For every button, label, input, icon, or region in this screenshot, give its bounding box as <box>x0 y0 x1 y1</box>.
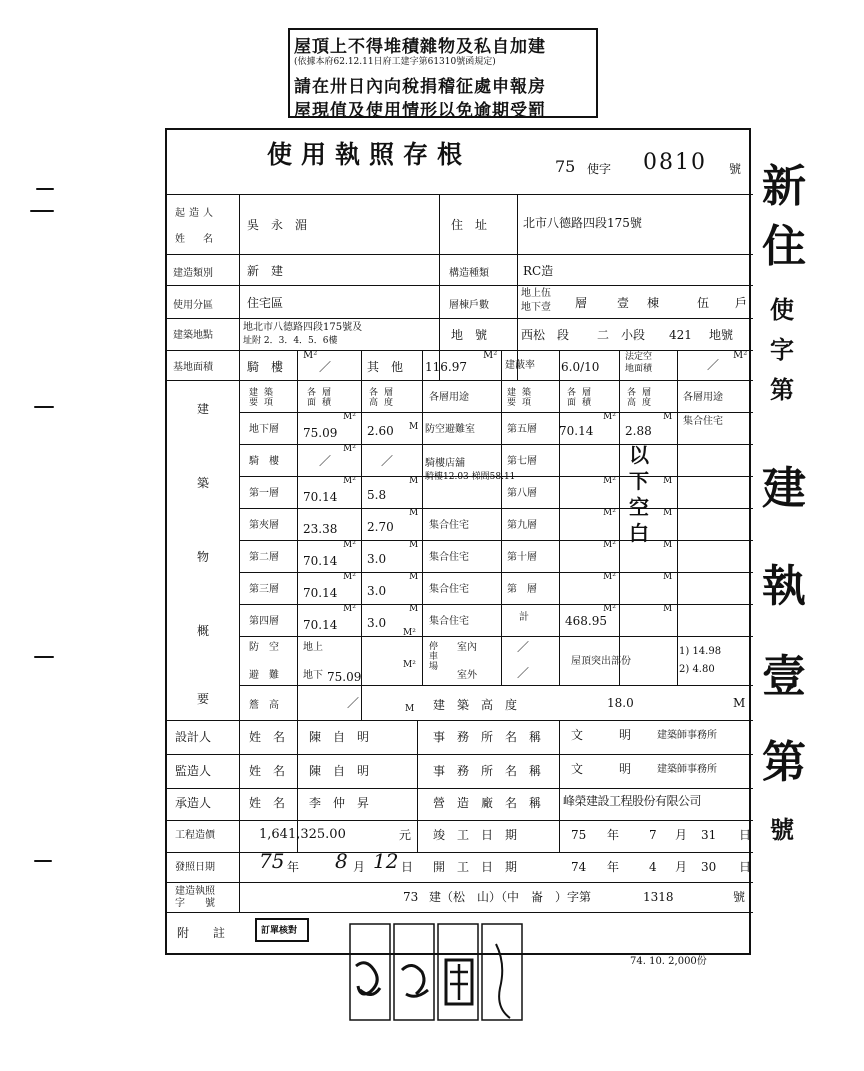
margin-char: 新 <box>762 161 806 212</box>
notice-line-2: (依據本府62.12.11日府工建字第61310號函規定) <box>294 57 496 67</box>
floor-item-right: 第七層 <box>507 456 537 467</box>
floors-above: 地上伍 <box>521 288 551 299</box>
floor-area: ／ <box>319 454 332 468</box>
structure-label: 構造種類 <box>449 268 489 279</box>
floor-item: 地下層 <box>249 424 279 435</box>
m2-unit: M² <box>603 412 616 422</box>
eave-slash: ／ <box>347 696 360 710</box>
floor-height: 5.8 <box>367 488 387 502</box>
m2-unit: M² <box>603 540 616 550</box>
floors-wu: 伍 <box>697 296 710 310</box>
margin-char: 住 <box>762 221 806 272</box>
section-char: 概 <box>197 624 210 638</box>
margin-mark <box>30 210 54 212</box>
applicant-label: 起造人 <box>175 208 217 219</box>
permit-label-1: 建造執照 <box>175 886 215 897</box>
permit-number-value: 1318 <box>643 890 674 904</box>
floors-dong: 棟 <box>647 296 660 310</box>
notice-line-1: 屋頂上不得堆積雜物及私自加建 <box>294 37 546 57</box>
open-label-2: 地面積 <box>625 364 653 374</box>
parking-indoor: 室內 <box>457 642 477 653</box>
open-label-1: 法定空 <box>625 352 653 362</box>
designer-office: 文 明 <box>571 728 632 742</box>
eave-unit: M <box>405 704 415 714</box>
designer-office-label: 事 務 所 名 稱 <box>433 730 542 744</box>
m2-unit: M² <box>343 572 356 582</box>
m-unit: M <box>663 508 673 518</box>
designer-office-suffix: 建築師事務所 <box>657 730 717 741</box>
start-d: 日 <box>739 860 752 874</box>
check-stamp-text: 訂單核對 <box>261 926 298 936</box>
arcade-label: 騎 樓 <box>247 360 284 374</box>
supervisor-role: 監造人 <box>175 764 212 778</box>
designer-name-label: 姓 名 <box>249 730 286 744</box>
signature-seals <box>346 920 546 1028</box>
floor-area-right: 70.14 <box>559 424 594 438</box>
floor-area: 70.14 <box>303 586 338 600</box>
parking-outdoor-slash: ／ <box>517 666 530 680</box>
site-value-1: 地北市八德路四段175號及 <box>243 322 363 333</box>
supervisor-office: 文 明 <box>571 762 632 776</box>
m-unit: M <box>663 604 673 614</box>
start-day: 30 <box>701 860 717 874</box>
applicant-name: 吳 永 湄 <box>247 218 308 232</box>
floor-use: 集合住宅 <box>429 584 469 595</box>
shelter-unit: M² <box>403 660 416 670</box>
cost-label: 工程造價 <box>175 830 215 841</box>
floors-ceng: 層 <box>575 296 588 310</box>
hdr-height: 各層高度 <box>369 388 400 408</box>
lot-small: 二 小段 <box>597 328 646 342</box>
parking-label: 停車場 <box>429 642 439 672</box>
start-y: 年 <box>607 860 620 874</box>
roof-label: 屋頂突出部份 <box>571 656 631 667</box>
m2-unit: M² <box>603 572 616 582</box>
floors-hu: 戶 <box>735 296 748 310</box>
floor-item: 第四層 <box>249 616 279 627</box>
shelter-above-label: 地上 <box>303 642 323 653</box>
notice-box <box>288 28 598 121</box>
roof-value-1: 1) 14.98 <box>679 646 722 657</box>
complete-year: 75 <box>571 828 587 842</box>
issue-day: 12 <box>373 849 399 873</box>
site-label: 建築地點 <box>173 330 213 341</box>
contractor-role: 承造人 <box>175 796 212 810</box>
check-stamp <box>255 918 309 942</box>
roof-value-2: 2) 4.80 <box>679 664 715 675</box>
floor-height-right: 2.88 <box>625 424 652 438</box>
other-value: 116.97 <box>425 360 467 374</box>
parking-indoor-slash: ／ <box>517 640 530 654</box>
complete-d: 日 <box>739 828 752 842</box>
eave-label: 簷 高 <box>249 700 279 711</box>
floor-item: 第夾層 <box>249 520 279 531</box>
start-label: 開 工 日 期 <box>433 860 518 874</box>
start-year: 74 <box>571 860 587 874</box>
supervisor-name: 陳 自 明 <box>309 764 370 778</box>
building-height-unit: M <box>733 696 746 710</box>
hdr-item: 建築要項 <box>249 388 280 408</box>
open-unit: M² <box>733 350 748 361</box>
zone-label: 使用分區 <box>173 300 213 311</box>
permit-form <box>165 128 751 955</box>
cost-value: 1,641,325.00 <box>259 827 346 842</box>
supervisor-office-suffix: 建築師事務所 <box>657 764 717 775</box>
address-value: 北市八德路四段175號 <box>523 216 642 230</box>
permit-year-value: 73 <box>403 890 419 904</box>
site-value-2: 址附 2．3．4．5．6樓 <box>243 336 338 346</box>
floor-height: 2.60 <box>367 424 394 438</box>
floor-use: 集合住宅 <box>429 520 469 531</box>
lot-label: 地 號 <box>451 328 488 342</box>
coverage-value: 6.0/10 <box>561 360 600 374</box>
print-note: 74. 10. 2,000份 <box>630 956 707 967</box>
building-height: 18.0 <box>607 696 634 710</box>
supervisor-office-label: 事 務 所 名 稱 <box>433 764 542 778</box>
m2-unit: M² <box>603 604 616 614</box>
floor-item-right: 第 層 <box>507 584 537 595</box>
complete-m: 月 <box>675 828 688 842</box>
floor-height: ／ <box>381 454 394 468</box>
margin-mark <box>34 656 54 658</box>
category-label: 建造類別 <box>173 268 213 279</box>
margin-mark <box>34 406 54 408</box>
m2-unit: M² <box>603 476 616 486</box>
area-unit: M² <box>303 350 318 361</box>
floors-below: 地下壹 <box>521 302 551 313</box>
floor-use: 騎樓12.03 梯間58.11 <box>425 472 516 482</box>
floor-item: 騎 樓 <box>249 456 279 467</box>
m2-unit: M² <box>343 604 356 614</box>
margin-char: 第 <box>770 375 794 404</box>
permit-body: 建（松 山）（中 崙 ）字第 <box>429 890 592 904</box>
arcade-slash: ／ <box>319 360 332 374</box>
m-unit: M <box>409 572 419 582</box>
m2-unit: M² <box>343 476 356 486</box>
contractor-office: 峰榮建設工程股份有限公司 <box>563 794 702 808</box>
parking-outdoor: 室外 <box>457 670 477 681</box>
contractor-name: 李 仲 昇 <box>309 796 370 810</box>
shelter-label-a: 防 空 <box>249 642 279 653</box>
section-char: 築 <box>197 476 210 490</box>
floor-use-right: 集合住宅 <box>683 416 723 427</box>
complete-label: 竣 工 日 期 <box>433 828 518 842</box>
total-area: 468.95 <box>565 614 607 628</box>
notice-line-3: 請在卅日內向稅捐稽征處申報房 <box>294 77 546 97</box>
permit-type: 使字 <box>587 162 612 176</box>
issue-label: 發照日期 <box>175 862 215 873</box>
m-unit: M <box>409 540 419 550</box>
hdr-area-right: 各層面積 <box>567 388 598 408</box>
floors-label: 層棟戶數 <box>449 300 489 311</box>
margin-mark <box>34 860 52 862</box>
lot-section: 西松 段 <box>521 328 570 342</box>
shelter-unit: M² <box>403 628 416 638</box>
contractor-office-label: 營 造 廠 名 稱 <box>433 796 542 810</box>
permit-suffix-value: 號 <box>733 890 746 904</box>
shelter-below-value: 75.09 <box>327 670 362 684</box>
m-unit: M <box>409 604 419 614</box>
start-m: 月 <box>675 860 688 874</box>
floor-area: 23.38 <box>303 522 338 536</box>
coverage-label: 建蔽率 <box>505 360 535 371</box>
floor-area: 70.14 <box>303 490 338 504</box>
notes-label: 附 註 <box>177 926 226 940</box>
applicant-name-label: 姓 名 <box>175 234 217 245</box>
floor-item: 第一層 <box>249 488 279 499</box>
floor-height: 3.0 <box>367 584 387 598</box>
m-unit: M <box>663 412 673 422</box>
floor-area: 70.14 <box>303 554 338 568</box>
designer-name: 陳 自 明 <box>309 730 370 744</box>
section-char: 物 <box>197 550 210 564</box>
m-unit: M <box>409 476 419 486</box>
section-char: 要 <box>197 692 210 706</box>
margin-char: 字 <box>770 335 794 364</box>
m-unit: M <box>409 508 419 518</box>
floor-height: 3.0 <box>367 616 387 630</box>
margin-mark <box>36 188 54 190</box>
other-unit: M² <box>483 350 498 361</box>
floor-height: 2.70 <box>367 520 394 534</box>
margin-char: 壹 <box>762 651 806 702</box>
permit-suffix: 號 <box>729 162 742 176</box>
issue-d: 日 <box>401 860 414 874</box>
blank-note: 以下空白 <box>629 443 649 545</box>
floor-use: 防空避難室 <box>425 424 475 435</box>
m2-unit: M² <box>603 508 616 518</box>
seal-stamps <box>346 920 546 1028</box>
structure-value: RC造 <box>523 264 554 278</box>
contractor-name-label: 姓 名 <box>249 796 286 810</box>
notice-line-4: 屋現值及使用情形以免逾期受罰 <box>294 101 546 121</box>
m2-unit: M² <box>343 540 356 550</box>
m-unit: M <box>663 572 673 582</box>
complete-y: 年 <box>607 828 620 842</box>
floor-item-right: 第五層 <box>507 424 537 435</box>
m2-unit: M² <box>343 412 356 422</box>
floor-item-right: 第十層 <box>507 552 537 563</box>
lot-suffix: 地號 <box>709 328 734 342</box>
floor-item: 第三層 <box>249 584 279 595</box>
other-label: 其 他 <box>367 360 404 374</box>
supervisor-name-label: 姓 名 <box>249 764 286 778</box>
hdr-height-right: 各層高度 <box>627 388 658 408</box>
complete-month: 7 <box>649 828 657 842</box>
floor-use: 騎樓店舖 <box>425 458 465 469</box>
margin-char: 使 <box>770 295 794 324</box>
hdr-item-right: 建築要項 <box>507 388 538 408</box>
section-char: 建 <box>197 402 210 416</box>
issue-m: 月 <box>353 860 366 874</box>
floor-use: 集合住宅 <box>429 552 469 563</box>
issue-y: 年 <box>287 860 300 874</box>
floor-height: 3.0 <box>367 552 387 566</box>
building-height-label: 建 築 高 度 <box>433 698 518 712</box>
start-month: 4 <box>649 860 657 874</box>
cost-unit: 元 <box>399 828 412 842</box>
zone-value: 住宅區 <box>247 296 284 310</box>
margin-char: 號 <box>770 815 794 844</box>
floor-item-right: 第八層 <box>507 488 537 499</box>
permit-year: 75 <box>555 157 576 176</box>
m2-unit: M² <box>343 444 356 454</box>
issue-year: 75 <box>259 849 285 873</box>
permit-label-2: 字 號 <box>175 898 215 909</box>
page-title: 使用執照存根 <box>267 140 472 169</box>
floor-item: 第二層 <box>249 552 279 563</box>
hdr-area: 各層面積 <box>307 388 338 408</box>
floors-yi: 壹 <box>617 296 630 310</box>
area-label: 基地面積 <box>173 362 213 373</box>
margin-char: 執 <box>762 561 806 612</box>
open-slash: ／ <box>707 358 720 372</box>
category-value: 新 建 <box>247 264 284 278</box>
designer-role: 設計人 <box>175 730 212 744</box>
margin-char: 第 <box>762 737 806 788</box>
m-unit: M <box>663 476 673 486</box>
hdr-use: 各層用途 <box>429 392 469 403</box>
floor-use: 集合住宅 <box>429 616 469 627</box>
shelter-below-label: 地下 <box>303 670 323 681</box>
floor-item-right: 計 <box>519 612 529 623</box>
shelter-label-b: 避 難 <box>249 670 279 681</box>
hdr-use-right: 各層用途 <box>683 392 723 403</box>
permit-number: 0810 <box>643 150 707 175</box>
margin-char: 建 <box>762 463 806 514</box>
floor-area: 75.09 <box>303 426 338 440</box>
floor-item-right: 第九層 <box>507 520 537 531</box>
lot-number: 421 <box>669 328 692 342</box>
complete-day: 31 <box>701 828 717 842</box>
m-unit: M <box>663 540 673 550</box>
address-label: 住 址 <box>451 218 488 232</box>
floor-area: 70.14 <box>303 618 338 632</box>
m-unit: M <box>409 422 419 432</box>
issue-month: 8 <box>335 849 348 873</box>
